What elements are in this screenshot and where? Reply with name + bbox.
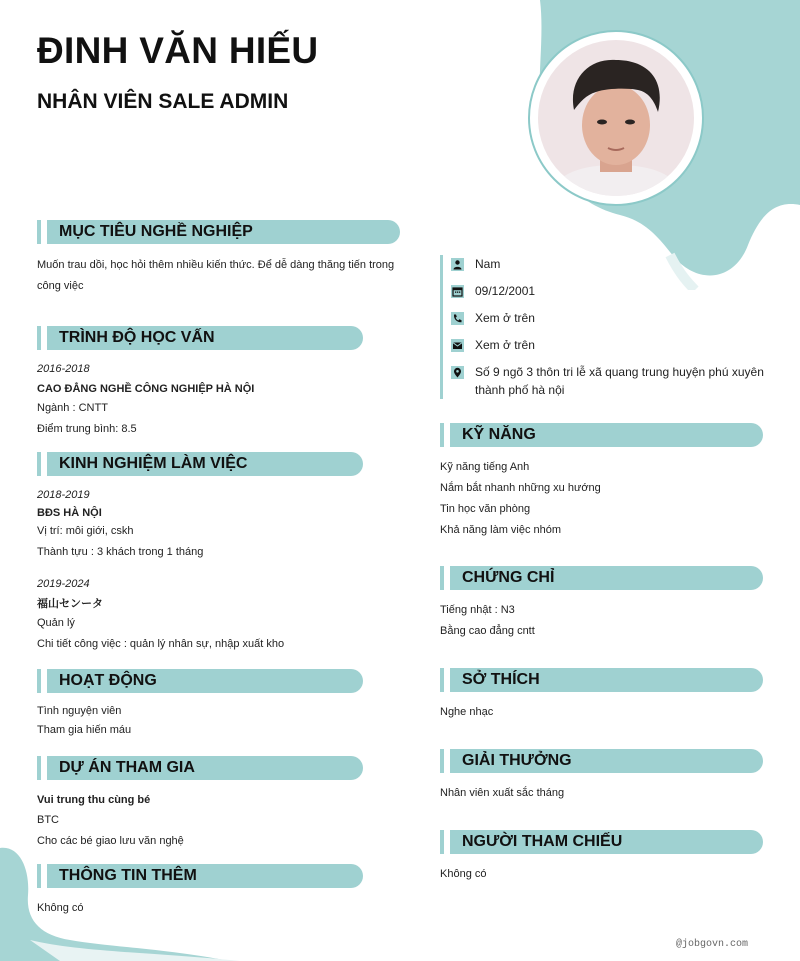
dob-value: 09/12/2001: [475, 284, 536, 298]
profile-photo: [538, 40, 694, 196]
list-item: Tình nguyện viên: [37, 705, 122, 717]
section-heading: THÔNG TIN THÊM: [37, 864, 363, 888]
personal-info: [440, 255, 780, 399]
mail-icon: [451, 339, 464, 352]
address-value: Số 9 ngõ 3 thôn tri lễ xã quang trung huyện phú xuyên thành phố hà nội: [475, 365, 764, 397]
phone-icon: [451, 312, 464, 325]
info-email: [451, 336, 780, 354]
person-icon: [451, 258, 464, 271]
section-heading: KINH NGHIỆM LÀM VIỆC: [37, 452, 363, 476]
list-item: Nắm bắt nhanh những xu hướng: [440, 482, 601, 494]
job-entry: [37, 574, 363, 655]
section-heading: CHỨNG CHỈ: [440, 566, 763, 590]
section-experience: [37, 452, 363, 655]
job-entry: [37, 485, 363, 563]
info-address: [451, 363, 780, 399]
location-pin-icon: [451, 366, 464, 379]
section-extra-info: [37, 864, 363, 919]
career-goal-text: Muốn trau dồi, học hỏi thêm nhiều kiến thức. Để dễ dàng thăng tiến trong công việc: [37, 259, 395, 292]
gender-value: Nam: [475, 257, 501, 271]
info-dob: [451, 282, 780, 300]
project-role: BTC: [37, 814, 59, 826]
section-certificates: [440, 566, 763, 642]
avatar: [528, 30, 704, 206]
list-item: Kỹ năng tiếng Anh: [440, 461, 530, 473]
project-desc: Cho các bé giao lưu văn nghệ: [37, 835, 184, 847]
section-references: [440, 830, 763, 885]
list-item: Nghe nhạc: [440, 706, 494, 718]
education-period: 2016-2018: [37, 363, 90, 375]
section-heading: GIẢI THƯỞNG: [440, 749, 763, 773]
education-gpa: Điểm trung bình: 8.5: [37, 423, 137, 435]
list-item: Tin học văn phòng: [440, 503, 531, 515]
watermark: @jobgovn.com: [676, 939, 749, 950]
extra-text: Không có: [37, 902, 84, 914]
info-gender: [451, 255, 780, 273]
section-heading: SỞ THÍCH: [440, 668, 763, 692]
list-item: Nhân viên xuất sắc tháng: [440, 787, 565, 799]
project-name: Vui trung thu cùng bé: [37, 794, 151, 806]
info-phone: [451, 309, 780, 327]
section-hobbies: [440, 668, 763, 723]
list-item: Tiếng nhật : N3: [440, 604, 515, 616]
candidate-name: ĐINH VĂN HIẾU: [37, 30, 319, 71]
phone-value: Xem ở trên: [475, 311, 535, 325]
job-period: 2019-2024: [37, 578, 90, 590]
section-career-goal: [37, 220, 400, 297]
section-education: [37, 326, 363, 440]
email-value: Xem ở trên: [475, 338, 535, 352]
section-heading: DỰ ÁN THAM GIA: [37, 756, 363, 780]
references-text: Không có: [440, 868, 487, 880]
education-school: CAO ĐẲNG NGHỀ CÔNG NGHIỆP HÀ NỘI: [37, 383, 255, 395]
section-heading: TRÌNH ĐỘ HỌC VẤN: [37, 326, 363, 350]
job-period: 2018-2019: [37, 489, 90, 501]
section-projects: [37, 756, 363, 852]
section-awards: [440, 749, 763, 804]
list-item: Bằng cao đẳng cntt: [440, 625, 535, 637]
section-heading: KỸ NĂNG: [440, 423, 763, 447]
job-company: 福山センータ: [37, 598, 103, 610]
calendar-icon: [451, 285, 464, 298]
education-major: Ngành : CNTT: [37, 402, 108, 414]
section-skills: [440, 423, 763, 541]
job-detail: Thành tựu : 3 khách trong 1 tháng: [37, 546, 204, 558]
job-company: BĐS HÀ NỘI: [37, 507, 102, 519]
list-item: Tham gia hiến máu: [37, 724, 132, 736]
list-item: Khả năng làm việc nhóm: [440, 524, 562, 536]
section-heading: NGƯỜI THAM CHIẾU: [440, 830, 763, 854]
section-heading: MỤC TIÊU NGHỀ NGHIỆP: [37, 220, 400, 244]
job-title: NHÂN VIÊN SALE ADMIN: [37, 90, 289, 113]
job-detail: Quản lý: [37, 617, 75, 629]
job-detail: Chi tiết công việc : quản lý nhân sự, nhập xuất kho: [37, 638, 285, 650]
section-heading: HOẠT ĐỘNG: [37, 669, 363, 693]
job-detail: Vị trí: môi giới, cskh: [37, 525, 134, 537]
section-activities: [37, 669, 363, 740]
